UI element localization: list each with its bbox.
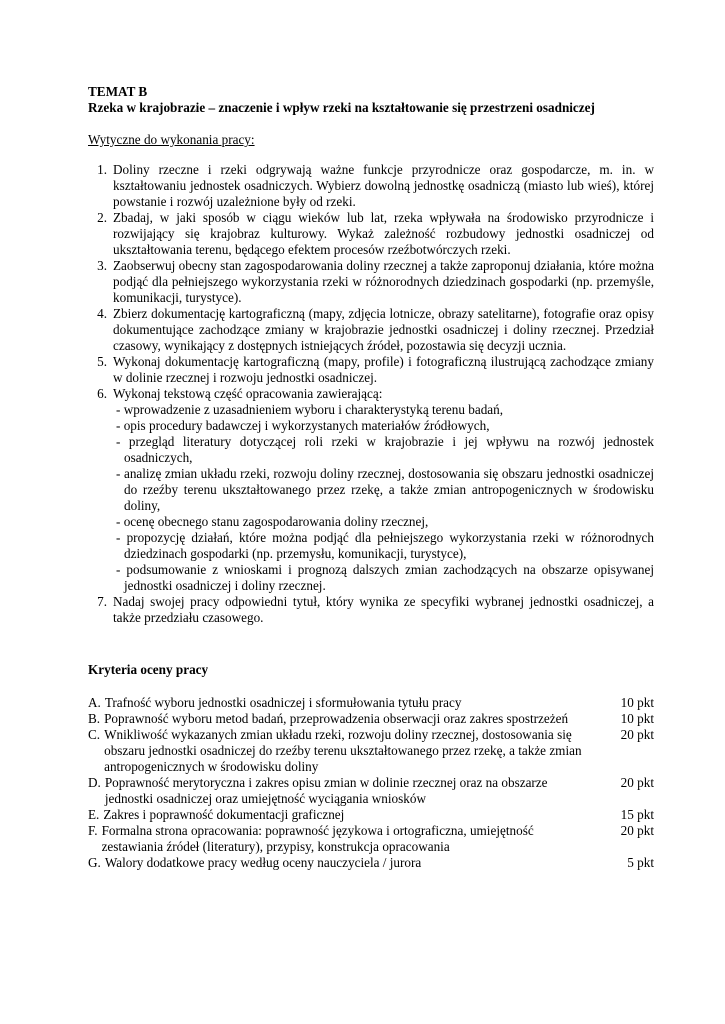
criteria-row [88,823,654,855]
guidelines-list [88,162,654,626]
criteria-row [88,807,654,823]
criteria-letter: C. [88,727,101,742]
guideline-item [88,162,654,210]
guideline-text: Zbierz dokumentację kartograficzną (mapy, zdjęcia lotnicze, obrazy satelitarne), fotografie oraz opisy dokumentujące zachodzące zmiany w krajobrazie jednostki osadniczej i doliny rzecznej. Przedział czasowy, wynikający z dostępnych istniejących źródeł, pozostawia się decyzji ucznia. [113,306,654,353]
guideline-number: 3. [97,258,107,273]
criteria-text-wrap [88,695,594,711]
criteria-points: 10 pkt [620,711,654,726]
subitem: - podsumowanie z wnioskami i prognozą dalszych zmian zachodzących na obszarze opisywanej jednostki osadniczej i doliny rzecznej. [116,562,654,593]
subitem: - analizę zmian układu rzeki, rozwoju doliny rzecznej, dostosowania się obszaru jednostki osadniczej do rzeźby terenu ukształtowanego przez rzekę, a także zmian antropogenicznych w środowisku doliny, [116,466,654,513]
criteria-letter: E. [88,807,100,822]
criteria-text: Walory dodatkowe pracy według oceny nauczyciela / jurora [104,855,422,870]
subitem: - przegląd literatury dotyczącej roli rzeki w krajobrazie i jej wpływu na rozwój jednostek osadniczych, [116,434,654,465]
criteria-text-wrap [88,855,594,871]
guideline-number: 6. [97,386,107,401]
guideline-number: 2. [97,210,107,225]
document-title: Rzeka w krajobrazie – znaczenie i wpływ rzeki na kształtowanie się przestrzeni osadniczej [88,100,595,115]
guideline-text: Nadaj swojej pracy odpowiedni tytuł, który wynika ze specyfiki wybranej jednostki osadniczej, a także przedziału czasowego. [113,594,654,625]
criteria-text: Zakres i poprawność dokumentacji graficznej [103,807,345,822]
guideline-item [88,258,654,306]
guideline-number: 7. [97,594,107,609]
criteria-text-wrap [88,775,594,807]
guideline-text: Wykonaj tekstową część opracowania zawierającą: [113,386,383,401]
criteria-points: 20 pkt [620,775,654,790]
criteria-text-wrap [88,807,594,823]
criteria-text-wrap [88,823,594,855]
criteria-row [88,727,654,775]
guideline-text: Zaobserwuj obecny stan zagospodarowania doliny rzecznej a także zaproponuj działania, które można podjąć dla pełniejszego wykorzystania rzeki w różnorodnych dziedzinach gospodarki (np. przemyśle, komunikacji, turystyce). [113,258,654,305]
guideline-item [88,210,654,258]
subitem: - wprowadzenie z uzasadnieniem wyboru i charakterystyką terenu badań, [116,402,504,417]
guideline-number: 5. [97,354,107,369]
criteria-row [88,695,654,711]
criteria-letter: A. [88,695,101,710]
criteria-letter: G. [88,855,101,870]
criteria-row [88,711,654,727]
subitem: - ocenę obecnego stanu zagospodarowania doliny rzecznej, [116,514,429,529]
guideline-item [88,306,654,354]
criteria-letter: B. [88,711,101,726]
guideline-number: 1. [97,162,107,177]
criteria-text: Formalna strona opracowania: poprawność językowa i ortograficzna, umiejętność zestawiania źródeł (literatury), przypisy, konstrukcja opracowania [101,823,534,854]
subitem: - propozycję działań, które można podjąć dla pełniejszego wykorzystania rzeki w różnorodnych dziedzinach gospodarki (np. przemysłu, komunikacji, turystyce), [116,530,654,561]
guideline-number: 4. [97,306,107,321]
document-page [88,84,654,871]
guideline-text: Doliny rzeczne i rzeki odgrywają ważne funkcje przyrodnicze oraz gospodarcze, m. in. w kształtowaniu jednostek osadniczych. Wybierz dowolną jednostkę osadniczą (miasto lub wieś), której powstanie i rozwój uzależnione były od rzeki. [113,162,654,209]
guideline-item [88,354,654,386]
guideline-text: Zbadaj, w jaki sposób w ciągu wieków lub lat, rzeka wpływała na środowisko przyrodnicze i rozwijający się krajobraz kulturowy. Wykaż zależność rozbudowy jednostki osadniczej od ukształtowania terenu, będącego efektem procesów rzeźbotwórczych rzeki. [113,210,654,257]
criteria-text: Trafność wyboru jednostki osadniczej i sformułowania tytułu pracy [104,695,462,710]
criteria-text: Wnikliwość wykazanych zmian układu rzeki, rozwoju doliny rzecznej, dostosowania się obszaru jednostki osadniczej do rzeźby terenu ukształtowanego przez rzekę, a także zmian antropogenicznych w środowisku doliny [104,727,582,774]
guidelines-heading: Wytyczne do wykonania pracy: [88,132,255,147]
topic-label: TEMAT B [88,84,148,99]
criteria-text: Poprawność wyboru metod badań, przeprowadzenia obserwacji oraz zakres spostrzeżeń [104,711,569,726]
criteria-text-wrap [88,711,594,727]
criteria-points: 5 pkt [627,855,654,870]
guideline-item [88,386,654,594]
criteria-points: 10 pkt [620,695,654,710]
criteria-points: 20 pkt [620,823,654,838]
guideline-text: Wykonaj dokumentację kartograficzną (mapy, profile) i fotograficzną ilustrującą zachodzące zmiany w dolinie rzecznej i rozwoju jednostki osadniczej. [113,354,654,385]
criteria-letter: D. [88,775,101,790]
criteria-letter: F. [88,823,98,838]
criteria-row [88,855,654,871]
criteria-points: 20 pkt [620,727,654,742]
subitem: - opis procedury badawczej i wykorzystanych materiałów źródłowych, [116,418,490,433]
criteria-row [88,775,654,807]
criteria-text: Poprawność merytoryczna i zakres opisu zmian w dolinie rzecznej oraz na obszarze jednostki osadniczej oraz umiejętność wyciągania wniosków [104,775,548,806]
guideline-item [88,594,654,626]
criteria-points: 15 pkt [620,807,654,822]
guideline-item-body [113,386,654,594]
criteria-list [88,695,654,871]
criteria-heading: Kryteria oceny pracy [88,662,209,677]
guideline-subitems [113,402,654,594]
criteria-text-wrap [88,727,594,775]
